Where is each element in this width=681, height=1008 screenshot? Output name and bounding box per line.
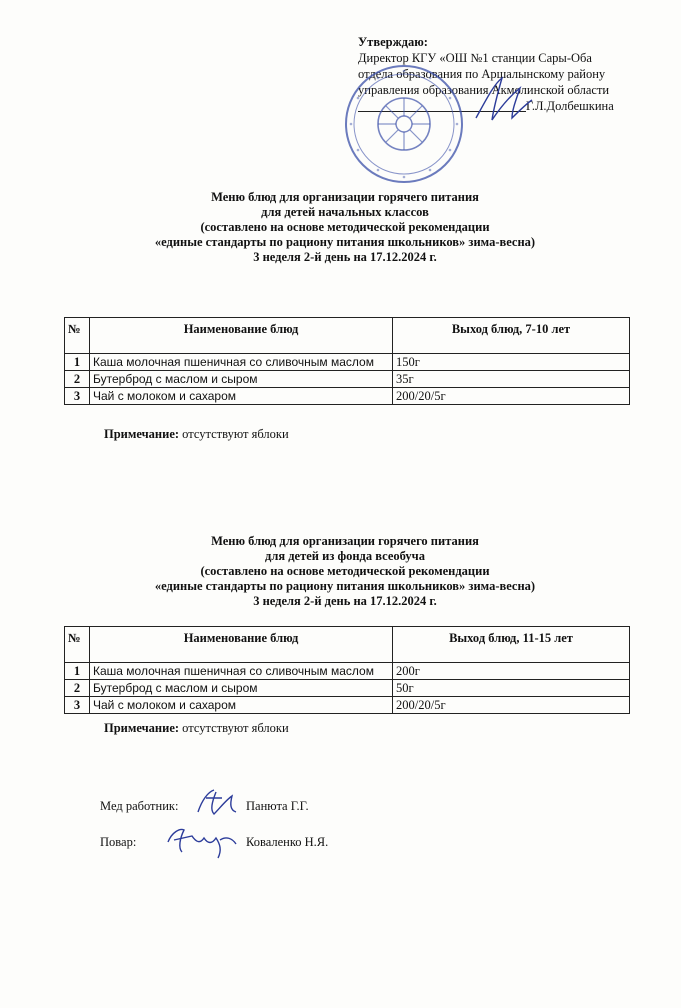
table-row (65, 371, 630, 388)
menu2-table (64, 626, 630, 714)
dish-name: Каша молочная пшеничная со сливочным маслом (90, 354, 393, 371)
column-header-number: № (65, 627, 90, 663)
table-header-row (65, 318, 630, 354)
row-number: 2 (65, 371, 90, 388)
menu1-heading-line-3: (составлено на основе методической рекомендации (200, 220, 490, 234)
official-seal-icon (342, 62, 466, 186)
dish-yield: 150г (393, 354, 630, 371)
dish-yield: 200г (393, 663, 630, 680)
column-header-yield: Выход блюд, 7-10 лет (393, 318, 630, 354)
column-header-dish: Наименование блюд (90, 318, 393, 354)
menu2-heading-line-3: (составлено на основе методической рекомендации (200, 564, 490, 578)
row-number: 3 (65, 697, 90, 714)
menu2-heading-line-4: «единые стандарты по рациону питания школьников» зима-весна) (154, 579, 536, 593)
dish-yield: 50г (393, 680, 630, 697)
approval-line-3: управления образования Акмолинской области (358, 83, 610, 97)
dish-name: Чай с молоком и сахаром (90, 697, 393, 714)
row-number: 2 (65, 680, 90, 697)
menu2-heading-line-5: 3 неделя 2-й день на 17.12.2024 г. (253, 594, 437, 608)
table-row (65, 680, 630, 697)
table-header-row (65, 627, 630, 663)
menu1-note (104, 427, 289, 442)
note-label: Примечание: (104, 427, 180, 441)
medic-signature-icon (192, 786, 242, 820)
medic-label: Мед работник: (100, 799, 179, 813)
menu2-heading (100, 534, 590, 609)
approval-line-2: отдела образования по Аршалынскому району (358, 67, 606, 81)
menu2-heading-line-2: для детей из фонда всеобуча (265, 549, 425, 563)
dish-yield: 35г (393, 371, 630, 388)
menu1-heading (100, 190, 590, 265)
dish-yield: 200/20/5г (393, 388, 630, 405)
menu1-heading-line-1: Меню блюд для организации горячего питания (211, 190, 479, 204)
note-text: отсутствуют яблоки (182, 721, 289, 735)
cook-name: Коваленко Н.Я. (246, 835, 329, 849)
column-header-yield: Выход блюд, 11-15 лет (393, 627, 630, 663)
menu1-table (64, 317, 630, 405)
note-text: отсутствуют яблоки (182, 427, 289, 441)
dish-name: Бутерброд с маслом и сыром (90, 371, 393, 388)
dish-name: Бутерброд с маслом и сыром (90, 680, 393, 697)
menu1-heading-line-4: «единые стандарты по рациону питания школьников» зима-весна) (154, 235, 536, 249)
column-header-dish: Наименование блюд (90, 627, 393, 663)
approval-title: Утверждаю: (358, 35, 428, 49)
director-signature-icon (468, 70, 538, 130)
cook-label: Повар: (100, 835, 137, 849)
note-label: Примечание: (104, 721, 180, 735)
row-number: 1 (65, 354, 90, 371)
row-number: 3 (65, 388, 90, 405)
approval-signer: Г.Л.Долбешкина (526, 99, 614, 113)
dish-yield: 200/20/5г (393, 697, 630, 714)
table-row (65, 663, 630, 680)
menu2-note (104, 721, 289, 736)
dish-name: Чай с молоком и сахаром (90, 388, 393, 405)
dish-name: Каша молочная пшеничная со сливочным маслом (90, 663, 393, 680)
menu2-heading-line-1: Меню блюд для организации горячего питания (211, 534, 479, 548)
table-row (65, 354, 630, 371)
approval-line-1: Директор КГУ «ОШ №1 станции Сары-Оба (358, 51, 592, 65)
cook-signature-icon (162, 822, 242, 862)
row-number: 1 (65, 663, 90, 680)
menu1-heading-line-2: для детей начальных классов (261, 205, 429, 219)
medic-name: Панюта Г.Г. (246, 799, 309, 813)
column-header-number: № (65, 318, 90, 354)
table-row (65, 697, 630, 714)
menu1-heading-line-5: 3 неделя 2-й день на 17.12.2024 г. (253, 250, 437, 264)
table-row (65, 388, 630, 405)
